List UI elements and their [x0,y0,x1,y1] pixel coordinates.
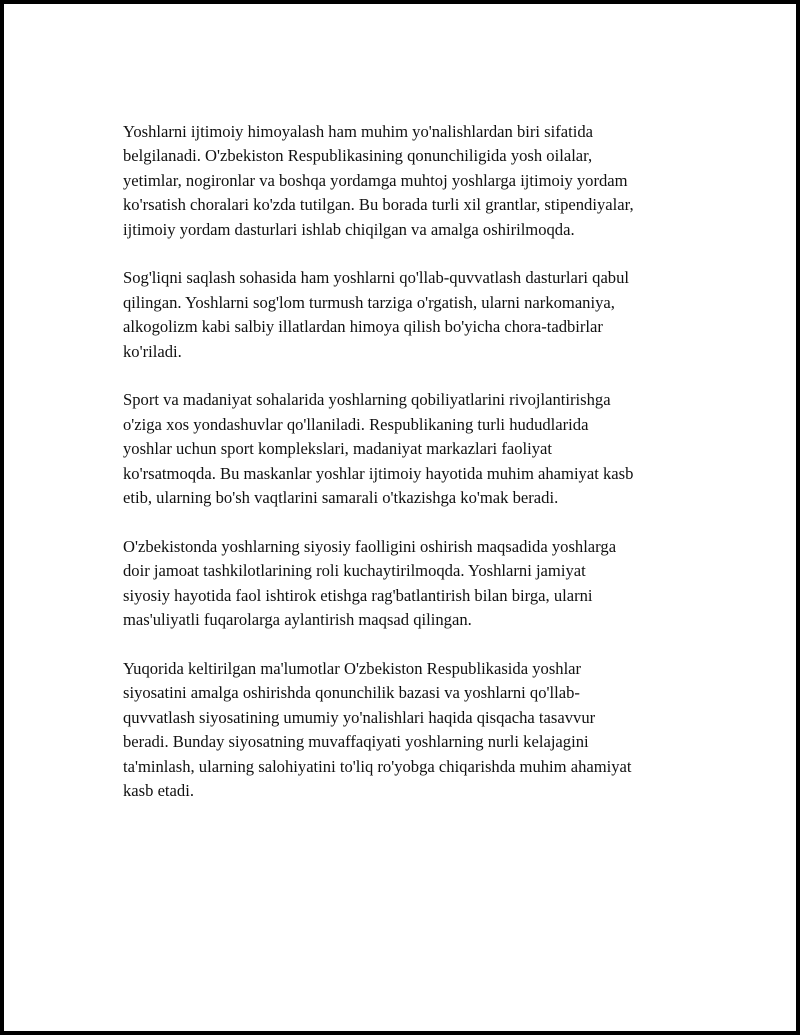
text-line: belgilanadi. O'zbekiston Respublikasining qonunchiligida yosh oilalar, [123,146,593,166]
text-line: Yuqorida keltirilgan ma'lumotlar O'zbekiston Respublikasida yoshlar [123,658,582,678]
paragraph-5 [123,657,695,803]
text-line: ijtimoiy yordam dasturlari ishlab chiqilgan va amalga oshirilmoqda. [123,219,575,239]
paragraph-3 [123,388,695,510]
document-body [123,120,695,828]
paragraph-4 [123,535,695,633]
text-line: o'ziga xos yondashuvlar qo'llaniladi. Respublikaning turli hududlarida [123,414,589,434]
text-line: Sog'liqni saqlash sohasida ham yoshlarni qo'llab-quvvatlash dasturlari qabul [123,268,630,288]
paragraph-1 [123,120,695,242]
text-line: O'zbekistonda yoshlarning siyosiy faolligini oshirish maqsadida yoshlarga [123,536,617,556]
paragraph-2 [123,266,695,364]
text-line: kasb etadi. [123,780,194,800]
text-line: siyosatini amalga oshirishda qonunchilik bazasi va yoshlarni qo'llab- [123,683,580,703]
text-line: etib, ularning bo'sh vaqtlarini samarali o'tkazishga ko'mak beradi. [123,488,559,508]
text-line: alkogolizm kabi salbiy illatlardan himoya qilish bo'yicha chora-tadbirlar [123,317,603,337]
text-line: Yoshlarni ijtimoiy himoyalash ham muhim yo'nalishlardan biri sifatida [123,122,594,141]
text-line: doir jamoat tashkilotlarining roli kuchaytirilmoqda. Yoshlarni jamiyat [123,561,586,581]
text-line: ko'rsatish choralari ko'zda tutilgan. Bu borada turli xil grantlar, stipendiyalar, [123,195,634,215]
text-line: ko'rsatmoqda. Bu maskanlar yoshlar ijtimoiy hayotida muhim ahamiyat kasb [123,463,634,483]
text-line: Sport va madaniyat sohalarida yoshlarning qobiliyatlarini rivojlantirishga [123,390,611,410]
text-line: yetimlar, nogironlar va boshqa yordamga muhtoj yoshlarga ijtimoiy yordam [123,170,628,190]
text-line: mas'uliyatli fuqarolarga aylantirish maqsad qilingan. [123,610,472,630]
text-line: beradi. Bunday siyosatning muvaffaqiyati yoshlarning nurli kelajagini [123,732,589,752]
text-line: yoshlar uchun sport komplekslari, madaniyat markazlari faoliyat [123,439,552,459]
text-line: qilingan. Yoshlarni sog'lom turmush tarziga o'rgatish, ularni narkomaniya, [123,292,615,312]
text-line: ta'minlash, ularning salohiyatini to'liq ro'yobga chiqarishda muhim ahamiyat [123,756,632,776]
text-line: siyosiy hayotida faol ishtirok etishga rag'batlantirish bilan birga, ularni [123,585,593,605]
text-line: ko'riladi. [123,341,182,361]
text-line: quvvatlash siyosatining umumiy yo'nalishlari haqida qisqacha tasavvur [123,707,596,727]
